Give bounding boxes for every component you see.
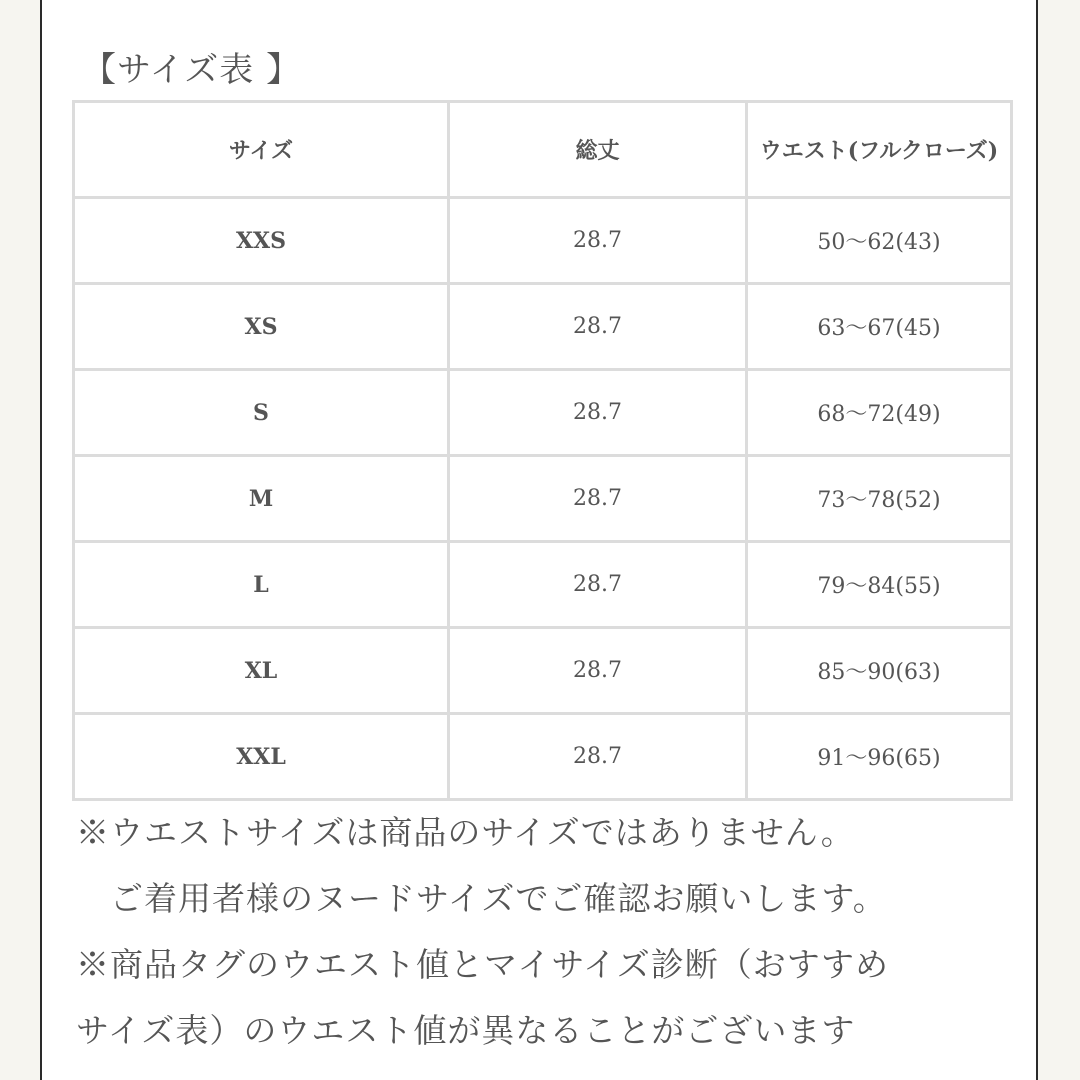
notes [76, 800, 1026, 1064]
cell-length: 28.7 [449, 198, 747, 284]
table-row [74, 542, 1012, 628]
table-row [74, 370, 1012, 456]
cell-waist: 73〜78(52) [747, 456, 1012, 542]
cell-waist: 50〜62(43) [747, 198, 1012, 284]
table-row [74, 198, 1012, 284]
cell-length: 28.7 [449, 714, 747, 800]
cell-size: XXS [74, 198, 449, 284]
note-line: ※商品タグのウエスト値とマイサイズ診断（おすすめ [76, 945, 890, 984]
cell-size: XXL [74, 714, 449, 800]
cell-waist: 79〜84(55) [747, 542, 1012, 628]
cell-waist: 91〜96(65) [747, 714, 1012, 800]
cell-size: L [74, 542, 449, 628]
table-row [74, 456, 1012, 542]
cell-size: XS [74, 284, 449, 370]
header-size: サイズ [74, 102, 449, 198]
cell-waist: 68〜72(49) [747, 370, 1012, 456]
cell-length: 28.7 [449, 370, 747, 456]
cell-size: M [74, 456, 449, 542]
cell-size: S [74, 370, 449, 456]
cell-length: 28.7 [449, 628, 747, 714]
cell-length: 28.7 [449, 456, 747, 542]
header-waist: ウエスト(フルクローズ) [747, 102, 1012, 198]
cell-size: XL [74, 628, 449, 714]
header-length: 総丈 [449, 102, 747, 198]
table-row [74, 284, 1012, 370]
note-line: ご着用者様のヌードサイズでご確認お願いします。 [76, 879, 887, 918]
table-header-row [74, 102, 1012, 198]
size-table [72, 100, 1013, 801]
table-row [74, 714, 1012, 800]
cell-length: 28.7 [449, 284, 747, 370]
note-line: ※ウエストサイズは商品のサイズではありません。 [76, 813, 855, 852]
cell-length: 28.7 [449, 542, 747, 628]
document-page [40, 0, 1038, 1080]
cell-waist: 63〜67(45) [747, 284, 1012, 370]
table-row [74, 628, 1012, 714]
note-line: サイズ表）のウエスト値が異なることがございます [76, 1011, 856, 1050]
page-title: 【サイズ表 】 [82, 50, 302, 90]
cell-waist: 85〜90(63) [747, 628, 1012, 714]
